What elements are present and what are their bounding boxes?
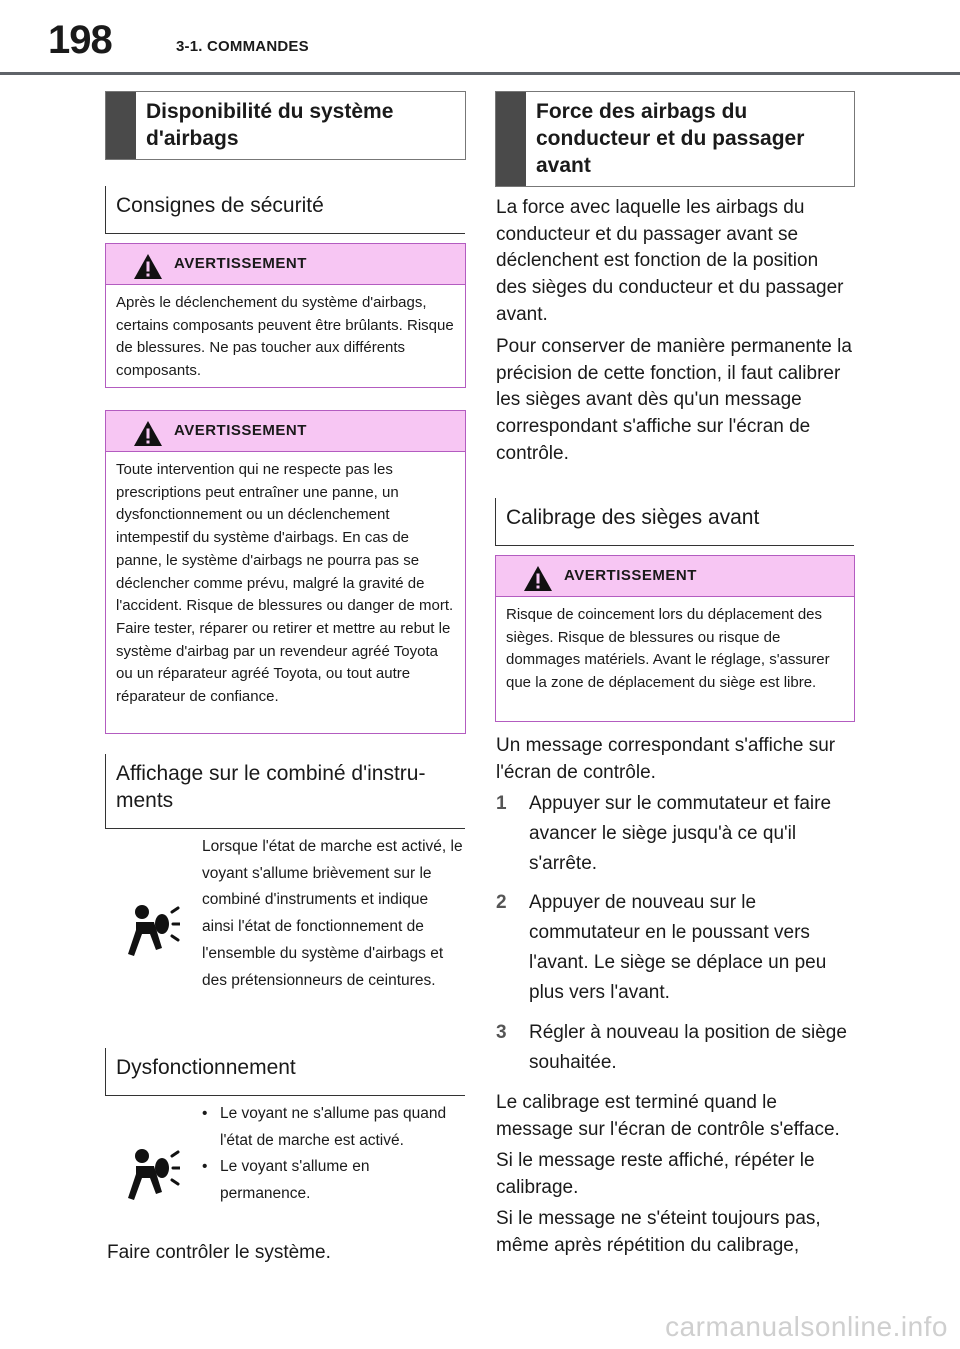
paragraph: Pour conserver de manière permanente la précision de cette fonction, il faut calibrer les sièges avant dès qu'un message correspondant s'affiche sur l'écran de contrôle. xyxy=(496,336,852,464)
subheading-seat-calibration: Calibrage des sièges avant xyxy=(495,498,854,546)
warning-box-3 xyxy=(495,555,855,722)
airbag-indicator-icon xyxy=(128,904,180,963)
warning-body: Toute intervention qui ne respecte pas les prescriptions peut entraîner une panne, un dysfonctionnement ou un déclenchement intempestif du système d'airbags. En cas de panne, le système d'airbags ne pourra pas se déclencher comme prévu, malgré la gravité de l'accident. Risque de blessures ou danger de mort. Faire tester, réparer ou retirer et mettre au rebut le système d'airbag par un revendeur agréé Toyota ou un réparateur agréé Toyota, ou tout autre réparateur de confiance. xyxy=(116,461,454,706)
warning-header xyxy=(496,556,854,597)
subheading-safety: Consignes de sécurité xyxy=(105,186,465,234)
step-2 xyxy=(496,888,853,1008)
warning-header xyxy=(106,411,465,452)
warning-label: AVERTISSEMENT xyxy=(564,567,697,584)
paragraph: Si le message reste affiché, répéter le calibrage. xyxy=(496,1150,815,1198)
title-box-accent xyxy=(106,92,136,159)
warning-triangle-icon xyxy=(133,253,163,280)
paragraph: Si le message ne s'éteint toujours pas, même après répétition du calibrage, xyxy=(496,1208,821,1256)
warning-triangle-icon xyxy=(523,565,553,592)
title-box-text: Disponibilité du système d'airbags xyxy=(146,100,394,150)
malfunction-list xyxy=(202,1101,464,1208)
subheading-instrument-display: Affichage sur le combiné d'instru-ments xyxy=(105,754,465,829)
warning-box-2 xyxy=(105,410,466,734)
step-1 xyxy=(496,789,853,879)
step-text: Appuyer sur le commutateur et faire avancer le siège jusqu'à ce qu'il s'arrête. xyxy=(529,793,832,874)
warning-body: Après le déclenchement du système d'airbags, certains composants peuvent être brûlants. Risque de blessures. Ne pas toucher aux différents composants. xyxy=(116,294,454,380)
warning-header xyxy=(106,244,465,285)
page-number: 198 xyxy=(48,18,112,62)
step-number: 3 xyxy=(496,1022,507,1043)
warning-body: Risque de coincement lors du déplacement des sièges. Risque de blessures ou risque de dommages matériels. Avant le réglage, s'assurer que la zone de déplacement du siège est libre. xyxy=(506,606,830,692)
step-3 xyxy=(496,1018,853,1078)
step-number: 1 xyxy=(496,793,507,814)
title-box-accent xyxy=(496,92,526,186)
title-box-airbag-force xyxy=(495,91,855,187)
list-item: • Le voyant ne s'allume pas quand l'état de marche est activé. xyxy=(202,1101,464,1154)
warning-box-1 xyxy=(105,243,466,388)
paragraph: Le calibrage est terminé quand le message sur l'écran de contrôle s'efface. xyxy=(496,1092,840,1140)
title-box-text: Force des airbags du conducteur et du passager avant xyxy=(536,100,805,177)
step-text: Appuyer de nouveau sur le commutateur en le poussant vers l'avant. Le siège se déplace un peu plus vers l'avant. xyxy=(529,892,827,1003)
step-number: 2 xyxy=(496,892,507,913)
section-title: 3-1. COMMANDES xyxy=(176,38,309,55)
indicator-description: Lorsque l'état de marche est activé, le voyant s'allume brièvement sur le combiné d'instruments et indique ainsi l'état de fonctionnement de l'ensemble du système d'airbags et des prétensionneurs de ceintures. xyxy=(202,838,463,989)
header-divider xyxy=(0,72,960,75)
warning-label: AVERTISSEMENT xyxy=(174,255,307,272)
warning-label: AVERTISSEMENT xyxy=(174,422,307,439)
subheading-malfunction: Dysfonctionnement xyxy=(105,1048,465,1096)
airbag-indicator-icon xyxy=(128,1148,180,1207)
step-text: Régler à nouveau la position de siège souhaitée. xyxy=(529,1022,847,1073)
paragraph: La force avec laquelle les airbags du conducteur et du passager avant se déclenchent est fonction de la position des sièges du conducteur et du passager avant. xyxy=(496,197,844,325)
title-box-airbag-availability xyxy=(105,91,466,160)
warning-triangle-icon xyxy=(133,420,163,447)
list-item: • Le voyant s'allume en permanence. xyxy=(202,1154,464,1207)
paragraph: Un message correspondant s'affiche sur l'écran de contrôle. xyxy=(496,735,836,783)
check-system-text: Faire contrôler le système. xyxy=(107,1242,331,1263)
watermark: carmanualsonline.info xyxy=(665,1311,948,1342)
